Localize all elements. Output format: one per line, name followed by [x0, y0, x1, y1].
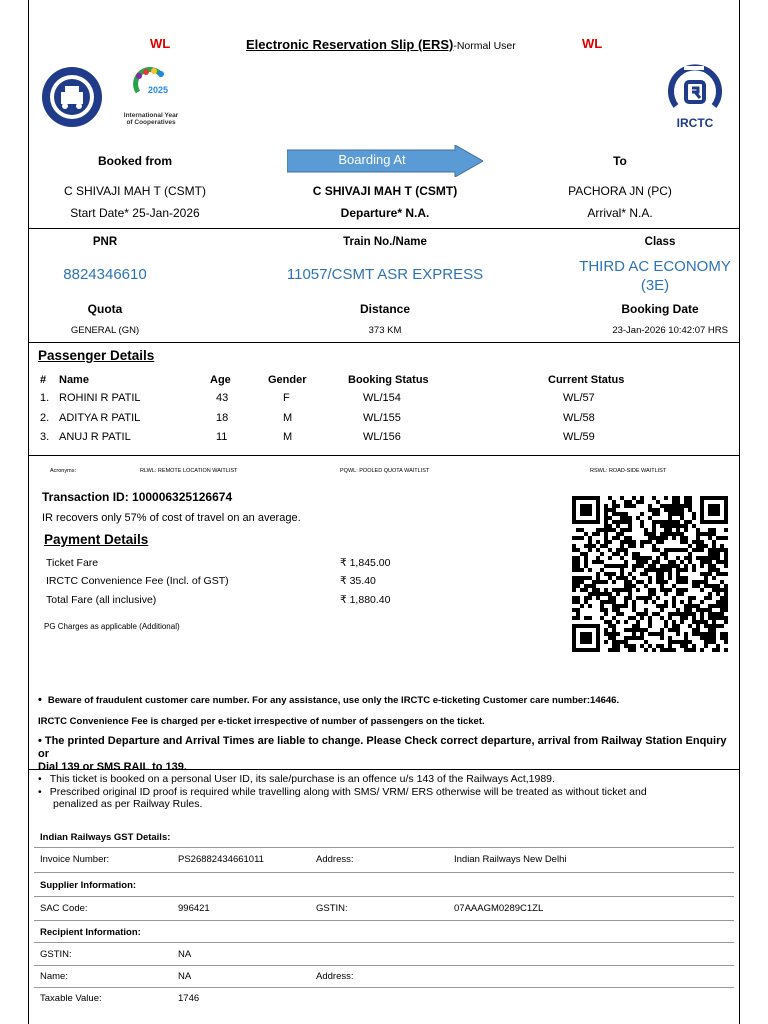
convenience-fee-amount: ₹ 35.40: [340, 575, 376, 587]
col-header: Current Status: [548, 374, 625, 386]
total-fare-label: Total Fare (all inclusive): [46, 594, 157, 606]
recipient-gstin-label: GSTIN:: [40, 949, 72, 960]
wl-right-badge: WL: [582, 36, 603, 51]
term-id-proof-cont: penalized as per Railway Rules.: [53, 798, 203, 810]
current-status: WL/57: [563, 392, 595, 404]
gstin-value: 07AAAGM0289C1ZL: [454, 903, 544, 914]
divider: [34, 896, 734, 897]
start-date: Start Date* 25-Jan-2026: [70, 206, 200, 220]
transaction-id: Transaction ID: 100006325126674: [42, 490, 233, 504]
pnr-value: 8824346610: [63, 266, 147, 283]
sac-label: SAC Code:: [40, 903, 88, 914]
recipient-heading: Recipient Information:: [40, 927, 141, 938]
invoice-value: PS26882434661011: [178, 854, 264, 865]
indian-railways-logo: [41, 66, 103, 128]
divider: [34, 872, 734, 873]
passenger-name: ROHINI R PATIL: [59, 392, 141, 404]
divider: [28, 342, 740, 343]
pnr-label: PNR: [92, 236, 118, 248]
booked-from-label: Booked from: [97, 154, 172, 168]
arrival-time: Arrival* N.A.: [587, 206, 653, 220]
passenger-gender: M: [283, 431, 293, 443]
distance-label: Distance: [359, 302, 411, 316]
wl-left-badge: WL: [150, 36, 171, 51]
to-label: To: [613, 154, 627, 168]
term-personal-id: • This ticket is booked on a personal User ID, its sale/purchase is an offence u/s 143 of the Railways Act,1989.: [38, 773, 555, 785]
divider: [28, 455, 740, 456]
class-label: Class: [644, 236, 676, 248]
current-status: WL/58: [563, 412, 595, 424]
fraud-notice: • Beware of fraudulent customer care number. For any assistance, use only the IRCTC e-ticketing Customer care number:14646.: [38, 694, 620, 706]
passenger-age: 18: [216, 412, 229, 424]
boarding-at-label: Boarding At: [338, 152, 406, 167]
recipient-gstin-value: NA: [178, 949, 192, 960]
pg-charges-note: PG Charges as applicable (Additional): [44, 622, 180, 631]
supplier-heading: Supplier Information:: [40, 880, 137, 891]
booking-date-label: Booking Date: [621, 302, 699, 316]
col-header: Gender: [268, 374, 307, 386]
recipient-name-label: Name:: [40, 971, 68, 982]
row-no: 1.: [40, 392, 50, 404]
convenience-notice: IRCTC Convenience Fee is charged per e-ticket irrespective of number of passengers on the ticket.: [38, 716, 485, 727]
acronym-pqwl: PQWL: POOLED QUOTA WAITLIST: [340, 468, 430, 474]
address-value: Indian Railways New Delhi: [454, 854, 567, 865]
acronym-rlwl: RLWL: REMOTE LOCATION WAITLIST: [140, 468, 238, 474]
class-value: THIRD AC ECONOMY (3E): [579, 258, 731, 294]
ticket-fare-label: Ticket Fare: [46, 557, 99, 569]
col-header: Name: [59, 374, 89, 386]
current-status: WL/59: [563, 431, 595, 443]
acronym-rswl: RSWL: ROAD-SIDE WAITLIST: [590, 468, 667, 474]
train-value: 11057/CSMT ASR EXPRESS: [286, 266, 484, 283]
timing-notice: • The printed Departure and Arrival Times are liable to change. Please Check correct departure, arrival from Railway Station Enquiry or Dial 139 or SMS RAIL to 139.: [38, 735, 727, 773]
divider: [34, 847, 734, 848]
booking-status: WL/155: [363, 412, 401, 424]
taxable-label: Taxable Value:: [40, 993, 102, 1004]
passenger-gender: F: [283, 392, 290, 404]
passenger-name: ANUJ R PATIL: [59, 431, 131, 443]
col-header: #: [40, 374, 47, 386]
terms-list: [38, 773, 738, 811]
page-title: Electronic Reservation Slip (ERS)-Normal User: [246, 37, 516, 52]
boarding-station: C SHIVAJI MAH T (CSMT): [312, 184, 458, 198]
booking-date-value: 23-Jan-2026 10:42:07 HRS: [612, 325, 728, 336]
cooperatives-logo: [112, 66, 190, 128]
to-station: PACHORA JN (PC): [568, 184, 672, 198]
divider: [34, 920, 734, 921]
acronyms-label: Acronyms:: [50, 468, 76, 474]
invoice-label: Invoice Number:: [40, 854, 110, 865]
departure-time: Departure* N.A.: [340, 206, 430, 220]
convenience-fee-label: IRCTC Convenience Fee (Incl. of GST): [46, 575, 229, 587]
row-no: 2.: [40, 412, 50, 424]
address-label: Address:: [316, 854, 354, 865]
divider: [34, 965, 734, 966]
recover-note: IR recovers only 57% of cost of travel on an average.: [42, 512, 301, 524]
from-station: C SHIVAJI MAH T (CSMT): [63, 184, 206, 198]
quota-label: Quota: [87, 302, 123, 316]
passenger-name: ADITYA R PATIL: [59, 412, 141, 424]
booking-status: WL/156: [363, 431, 401, 443]
recipient-name-value: NA: [178, 971, 192, 982]
svg-text:2025: 2025: [148, 85, 169, 95]
recipient-address-label: Address:: [316, 971, 354, 982]
col-header: Age: [210, 374, 231, 386]
term-id-proof: • Prescribed original ID proof is required while travelling along with SMS/ VRM/ ERS otherwise will be treated as without ticket and: [38, 785, 647, 798]
boarding-at-arrow: [287, 145, 483, 177]
quota-value: GENERAL (GN): [70, 325, 140, 336]
divider: [34, 987, 734, 988]
train-label: Train No./Name: [343, 236, 427, 248]
irctc-logo-text: IRCTC: [676, 116, 714, 130]
passenger-age: 11: [216, 431, 228, 443]
gstin-label: GSTIN:: [316, 903, 348, 914]
passenger-details-heading: Passenger Details: [38, 348, 155, 363]
distance-value: 373 KM: [368, 325, 402, 336]
col-header: Booking Status: [348, 374, 429, 386]
irctc-logo: [664, 62, 726, 136]
coop-line2: International Year: [123, 112, 179, 119]
row-no: 3.: [40, 431, 50, 443]
passenger-gender: M: [283, 412, 293, 424]
passenger-age: 43: [216, 392, 229, 404]
divider: [28, 228, 740, 229]
payment-details-heading: Payment Details: [44, 532, 149, 547]
divider: [28, 769, 740, 770]
taxable-value: 1746: [178, 993, 200, 1004]
sac-value: 996421: [178, 903, 210, 914]
ticket-fare-amount: ₹ 1,845.00: [340, 557, 391, 569]
coop-line3: of Cooperatives: [126, 119, 176, 126]
gst-heading: Indian Railways GST Details:: [40, 832, 171, 843]
divider: [34, 942, 734, 943]
qr-code: [572, 496, 728, 656]
booking-status: WL/154: [363, 392, 401, 404]
total-fare-amount: ₹ 1,880.40: [340, 594, 391, 606]
